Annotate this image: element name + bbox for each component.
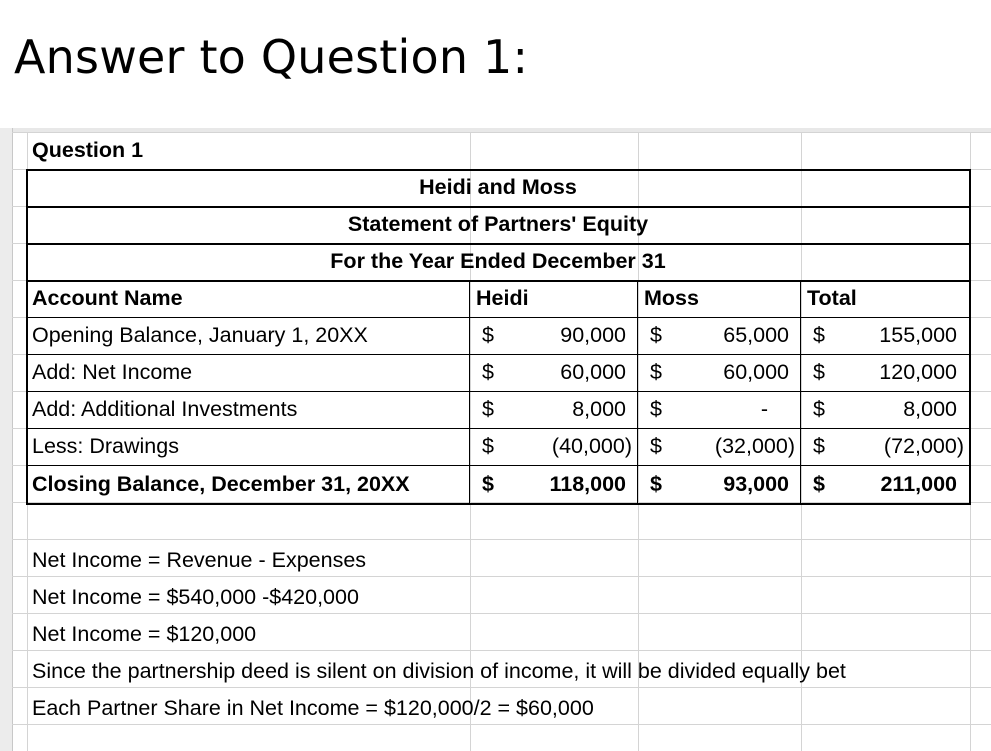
- note-line: Since the partnership deed is silent on division of income, it will be divided equally bet: [32, 659, 846, 683]
- note-line: Net Income = $540,000 -$420,000: [32, 585, 359, 609]
- moss-amount: 65,000: [723, 323, 789, 347]
- total-amount: 120,000: [879, 360, 957, 384]
- total-currency-symbol: $: [813, 323, 825, 347]
- total-currency-symbol: $: [813, 360, 825, 384]
- moss-currency-symbol: $: [650, 360, 662, 384]
- heidi-amount: 8,000: [572, 397, 626, 421]
- row-account-name: Less: Drawings: [32, 434, 179, 458]
- total-currency-symbol: $: [813, 397, 825, 421]
- heidi-amount: 118,000: [549, 472, 626, 496]
- question-label: Question 1: [32, 138, 144, 162]
- moss-currency-symbol: $: [650, 323, 662, 347]
- moss-amount: 93,000: [723, 472, 789, 496]
- statement-title: Statement of Partners' Equity: [347, 212, 649, 236]
- heidi-currency-symbol: $: [482, 323, 494, 347]
- total-amount: 155,000: [879, 323, 957, 347]
- column-header-total: Total: [807, 286, 857, 310]
- total-currency-symbol: $: [813, 434, 825, 458]
- column-header-account: Account Name: [32, 286, 183, 310]
- heidi-currency-symbol: $: [482, 360, 494, 384]
- note-line: Each Partner Share in Net Income = $120,000/2 = $60,000: [32, 696, 594, 720]
- total-currency-symbol: $: [813, 472, 825, 496]
- row-account-name: Opening Balance, January 1, 20XX: [32, 323, 368, 347]
- moss-currency-symbol: $: [650, 472, 662, 496]
- note-line: Net Income = Revenue - Expenses: [32, 548, 367, 572]
- heidi-currency-symbol: $: [482, 434, 494, 458]
- heidi-amount: 90,000: [560, 323, 626, 347]
- total-amount: 8,000: [903, 397, 957, 421]
- moss-amount: -: [760, 397, 768, 421]
- row-header-strip: [0, 128, 13, 751]
- page-title: Answer to Question 1:: [14, 30, 529, 84]
- row-account-name: Add: Net Income: [32, 360, 193, 384]
- moss-amount: (32,000): [714, 434, 795, 458]
- total-amount: 211,000: [880, 472, 957, 496]
- column-header-moss: Moss: [644, 286, 699, 310]
- row-account-name: Closing Balance, December 31, 20XX: [32, 472, 410, 496]
- heidi-amount: 60,000: [560, 360, 626, 384]
- statement-period: For the Year Ended December 31: [330, 249, 666, 273]
- heidi-currency-symbol: $: [482, 472, 494, 496]
- total-amount: (72,000): [883, 434, 964, 458]
- company-name: Heidi and Moss: [419, 175, 577, 199]
- row-account-name: Add: Additional Investments: [32, 397, 298, 421]
- heidi-currency-symbol: $: [482, 397, 494, 421]
- note-line: Net Income = $120,000: [32, 622, 257, 646]
- column-header-heidi: Heidi: [476, 286, 529, 310]
- heidi-amount: (40,000): [551, 434, 632, 458]
- moss-currency-symbol: $: [650, 397, 662, 421]
- moss-currency-symbol: $: [650, 434, 662, 458]
- moss-amount: 60,000: [723, 360, 789, 384]
- spreadsheet: [0, 128, 991, 751]
